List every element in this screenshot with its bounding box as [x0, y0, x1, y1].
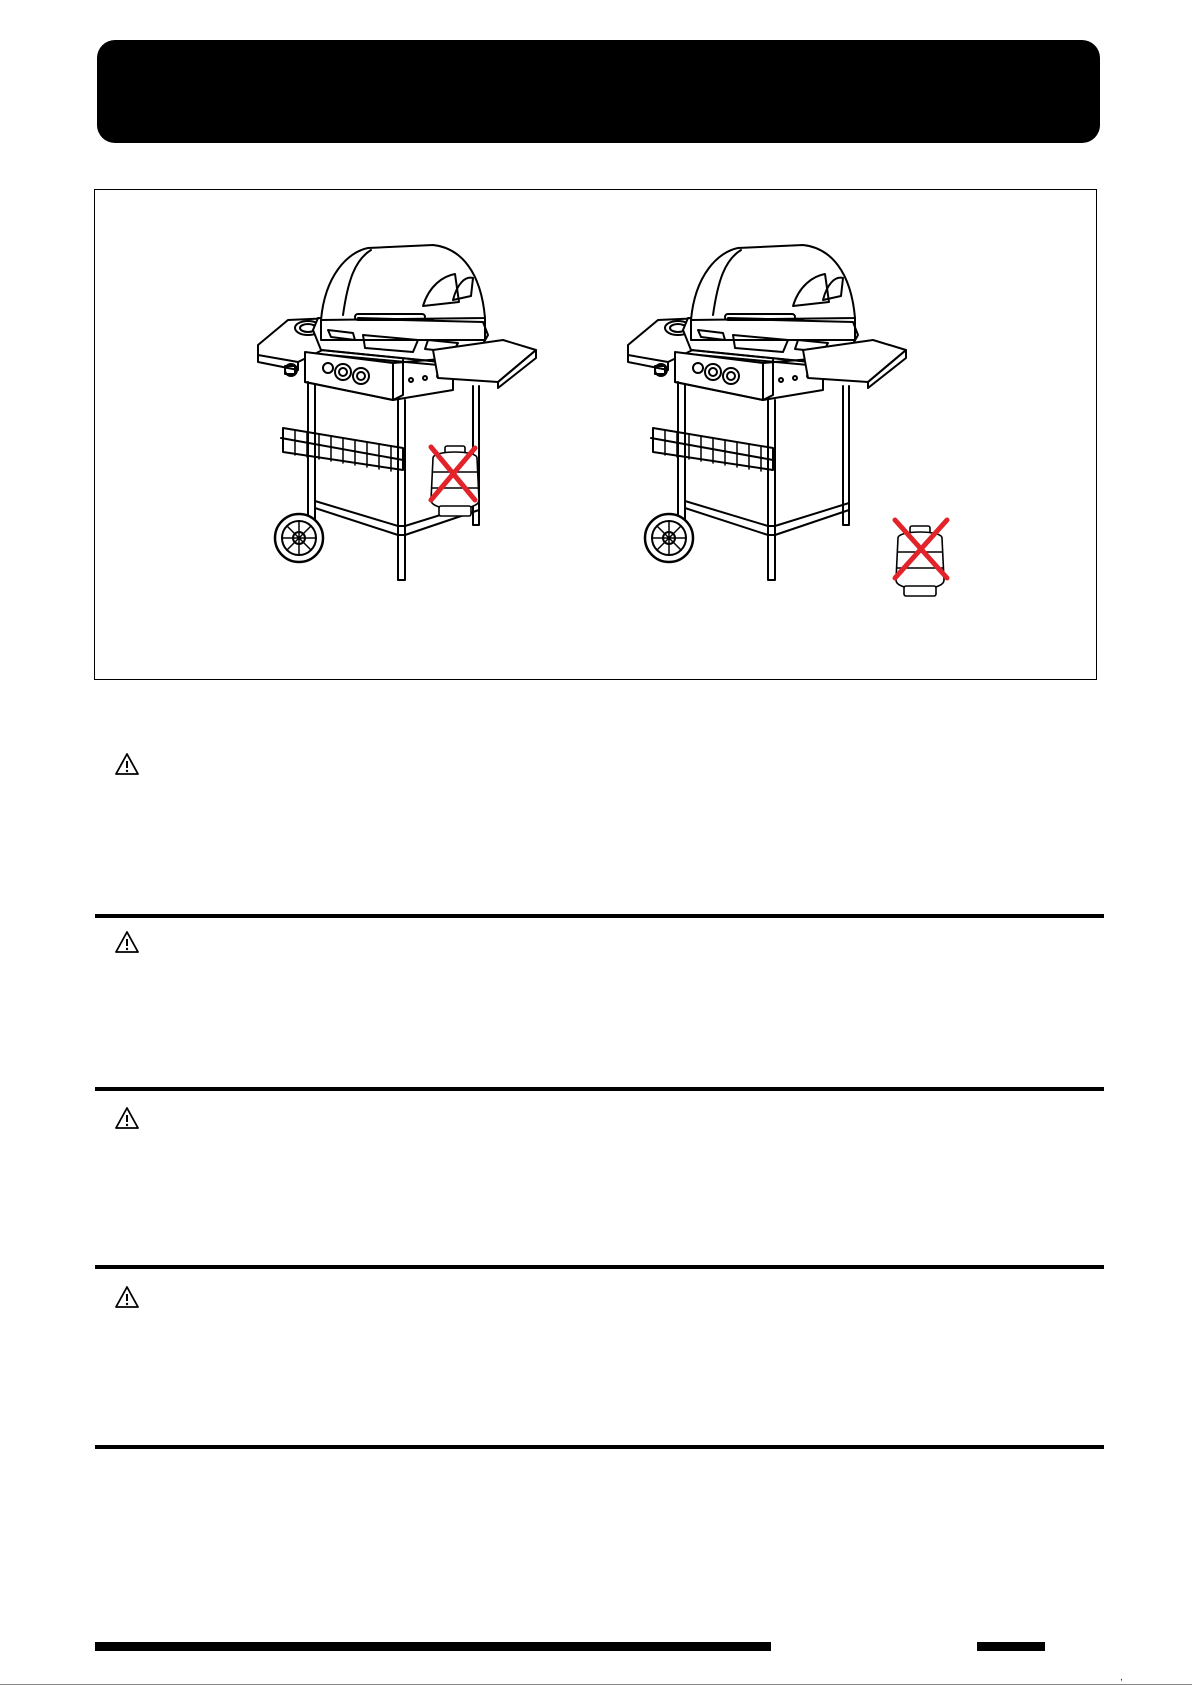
- warning-triangle-icon: [114, 1106, 140, 1130]
- section-divider: [95, 1445, 1104, 1449]
- warning-triangle-icon: [114, 752, 140, 776]
- footer-bar-long: [95, 1642, 771, 1651]
- warning-triangle-icon: [114, 930, 140, 954]
- section-divider: [95, 1087, 1104, 1091]
- page-number: ,: [1120, 1672, 1123, 1683]
- warning-triangle-icon: [114, 1285, 140, 1309]
- footer-bar-short: [977, 1642, 1045, 1651]
- grill-right-illustration: [628, 245, 947, 596]
- section-divider: [95, 1265, 1104, 1269]
- grill-left-illustration: [258, 245, 536, 580]
- gas-cylinder-placement-illustration: [95, 190, 1098, 681]
- section-divider: [95, 914, 1104, 918]
- section-header-bar: [97, 40, 1100, 143]
- illustration-frame: [94, 189, 1097, 680]
